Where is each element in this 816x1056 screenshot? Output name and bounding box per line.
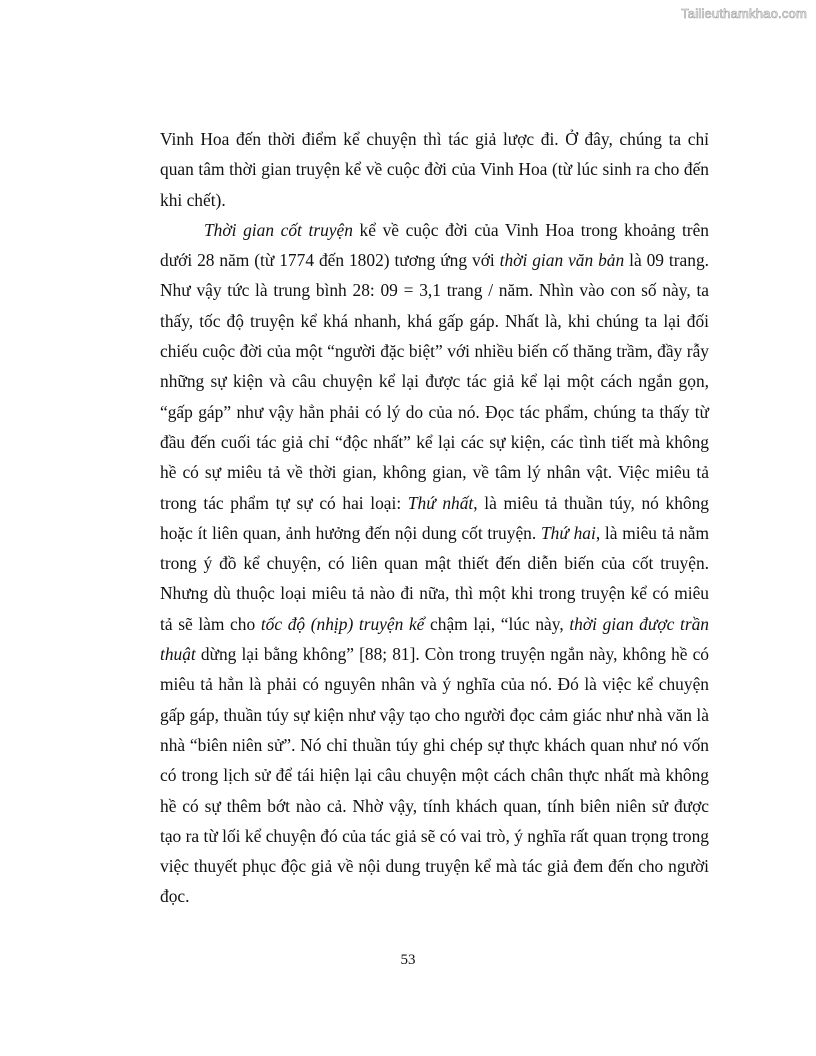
text-run: chậm lại, “lúc này, xyxy=(424,613,570,634)
italic-term: tốc độ (nhịp) truyện kể xyxy=(260,613,425,634)
paragraph xyxy=(160,215,709,912)
text-run: dừng lại bằng không” [88; 81]. Còn trong truyện ngắn này, không hề có miêu tả hẳn là phải có nguyên nhân và ý nghĩa của nó. Đó là việc kể chuyện gấp gáp, thuần túy sự kiện như vậy tạo cho người đọc cảm giác như nhà văn là nhà “biên niên sử”. Nó chỉ thuần túy ghi chép sự thực khách quan như nó vốn có trong lịch sử để tái hiện lại câu chuyện một cách chân thực nhất mà không hề có sự thêm bớt nào cả. Nhờ vậy, tính khách quan, tính biên niên sử được tạo ra từ lối kể chuyện đó của tác giả sẽ có vai trò, ý nghĩa rất quan trọng trong việc thuyết phục độc giả về nội dung truyện kể mà tác giả đem đến cho người đọc. xyxy=(160,644,709,907)
italic-term: Thời gian cốt truyện xyxy=(204,219,353,240)
italic-term: thời gian văn bản xyxy=(499,250,625,271)
text-run: là 09 trang. Như vậy tức là trung bình 28: 09 = 3,1 trang / năm. Nhìn vào con số này, ta thấy, tốc độ truyện kể khá nhanh, khá gấp gáp. Nhất là, khi chúng ta lại đối chiếu cuộc đời của một “người đặc biệt” với nhiều biến cố thăng trầm, đầy rẫy những sự kiện và câu chuyện kể lại được tác giả kể lại một cách ngắn gọn, “gấp gáp” như vậy hẳn phải có lý do của nó. Đọc tác phẩm, chúng ta thấy từ đầu đến cuối tác giả chỉ “độc nhất” kể lại các sự kiện, các tình tiết mà không hề có sự miêu tả về thời gian, không gian, về tâm lý nhân vật. Việc miêu tả trong tác phẩm tự sự có hai loại: xyxy=(160,250,710,513)
watermark: Tailieuthamkhao.com xyxy=(681,6,807,21)
page-body xyxy=(160,124,709,912)
italic-term: Thứ nhất xyxy=(407,492,474,513)
page-number: 53 xyxy=(400,952,416,968)
text-run: , là miêu tả nằm trong ý đồ kể chuyện, có liên quan mật thiết đến diễn biến của cốt truyện. Nhưng dù thuộc loại miêu tả nào đi nữa, thì một khi trong truyện kể có miêu tả sẽ làm cho xyxy=(160,522,709,634)
text-run: kể về cuộc đời của Vinh Hoa trong khoảng trên dưới 28 năm (từ 1774 đến 1802) tương ứng với xyxy=(160,219,709,271)
paragraph: Vinh Hoa đến thời điểm kể chuyện thì tác giả lược đi. Ở đây, chúng ta chỉ quan tâm thời gian truyện kể về cuộc đời của Vinh Hoa (từ lúc sinh ra cho đến khi chết). xyxy=(160,129,709,210)
italic-term: thời gian được trần thuật xyxy=(160,613,709,665)
text-run: , là miêu tả thuần túy, nó không hoặc ít liên quan, ảnh hưởng đến nội dung cốt truyện. xyxy=(160,492,709,543)
italic-term: Thứ hai xyxy=(540,522,596,543)
